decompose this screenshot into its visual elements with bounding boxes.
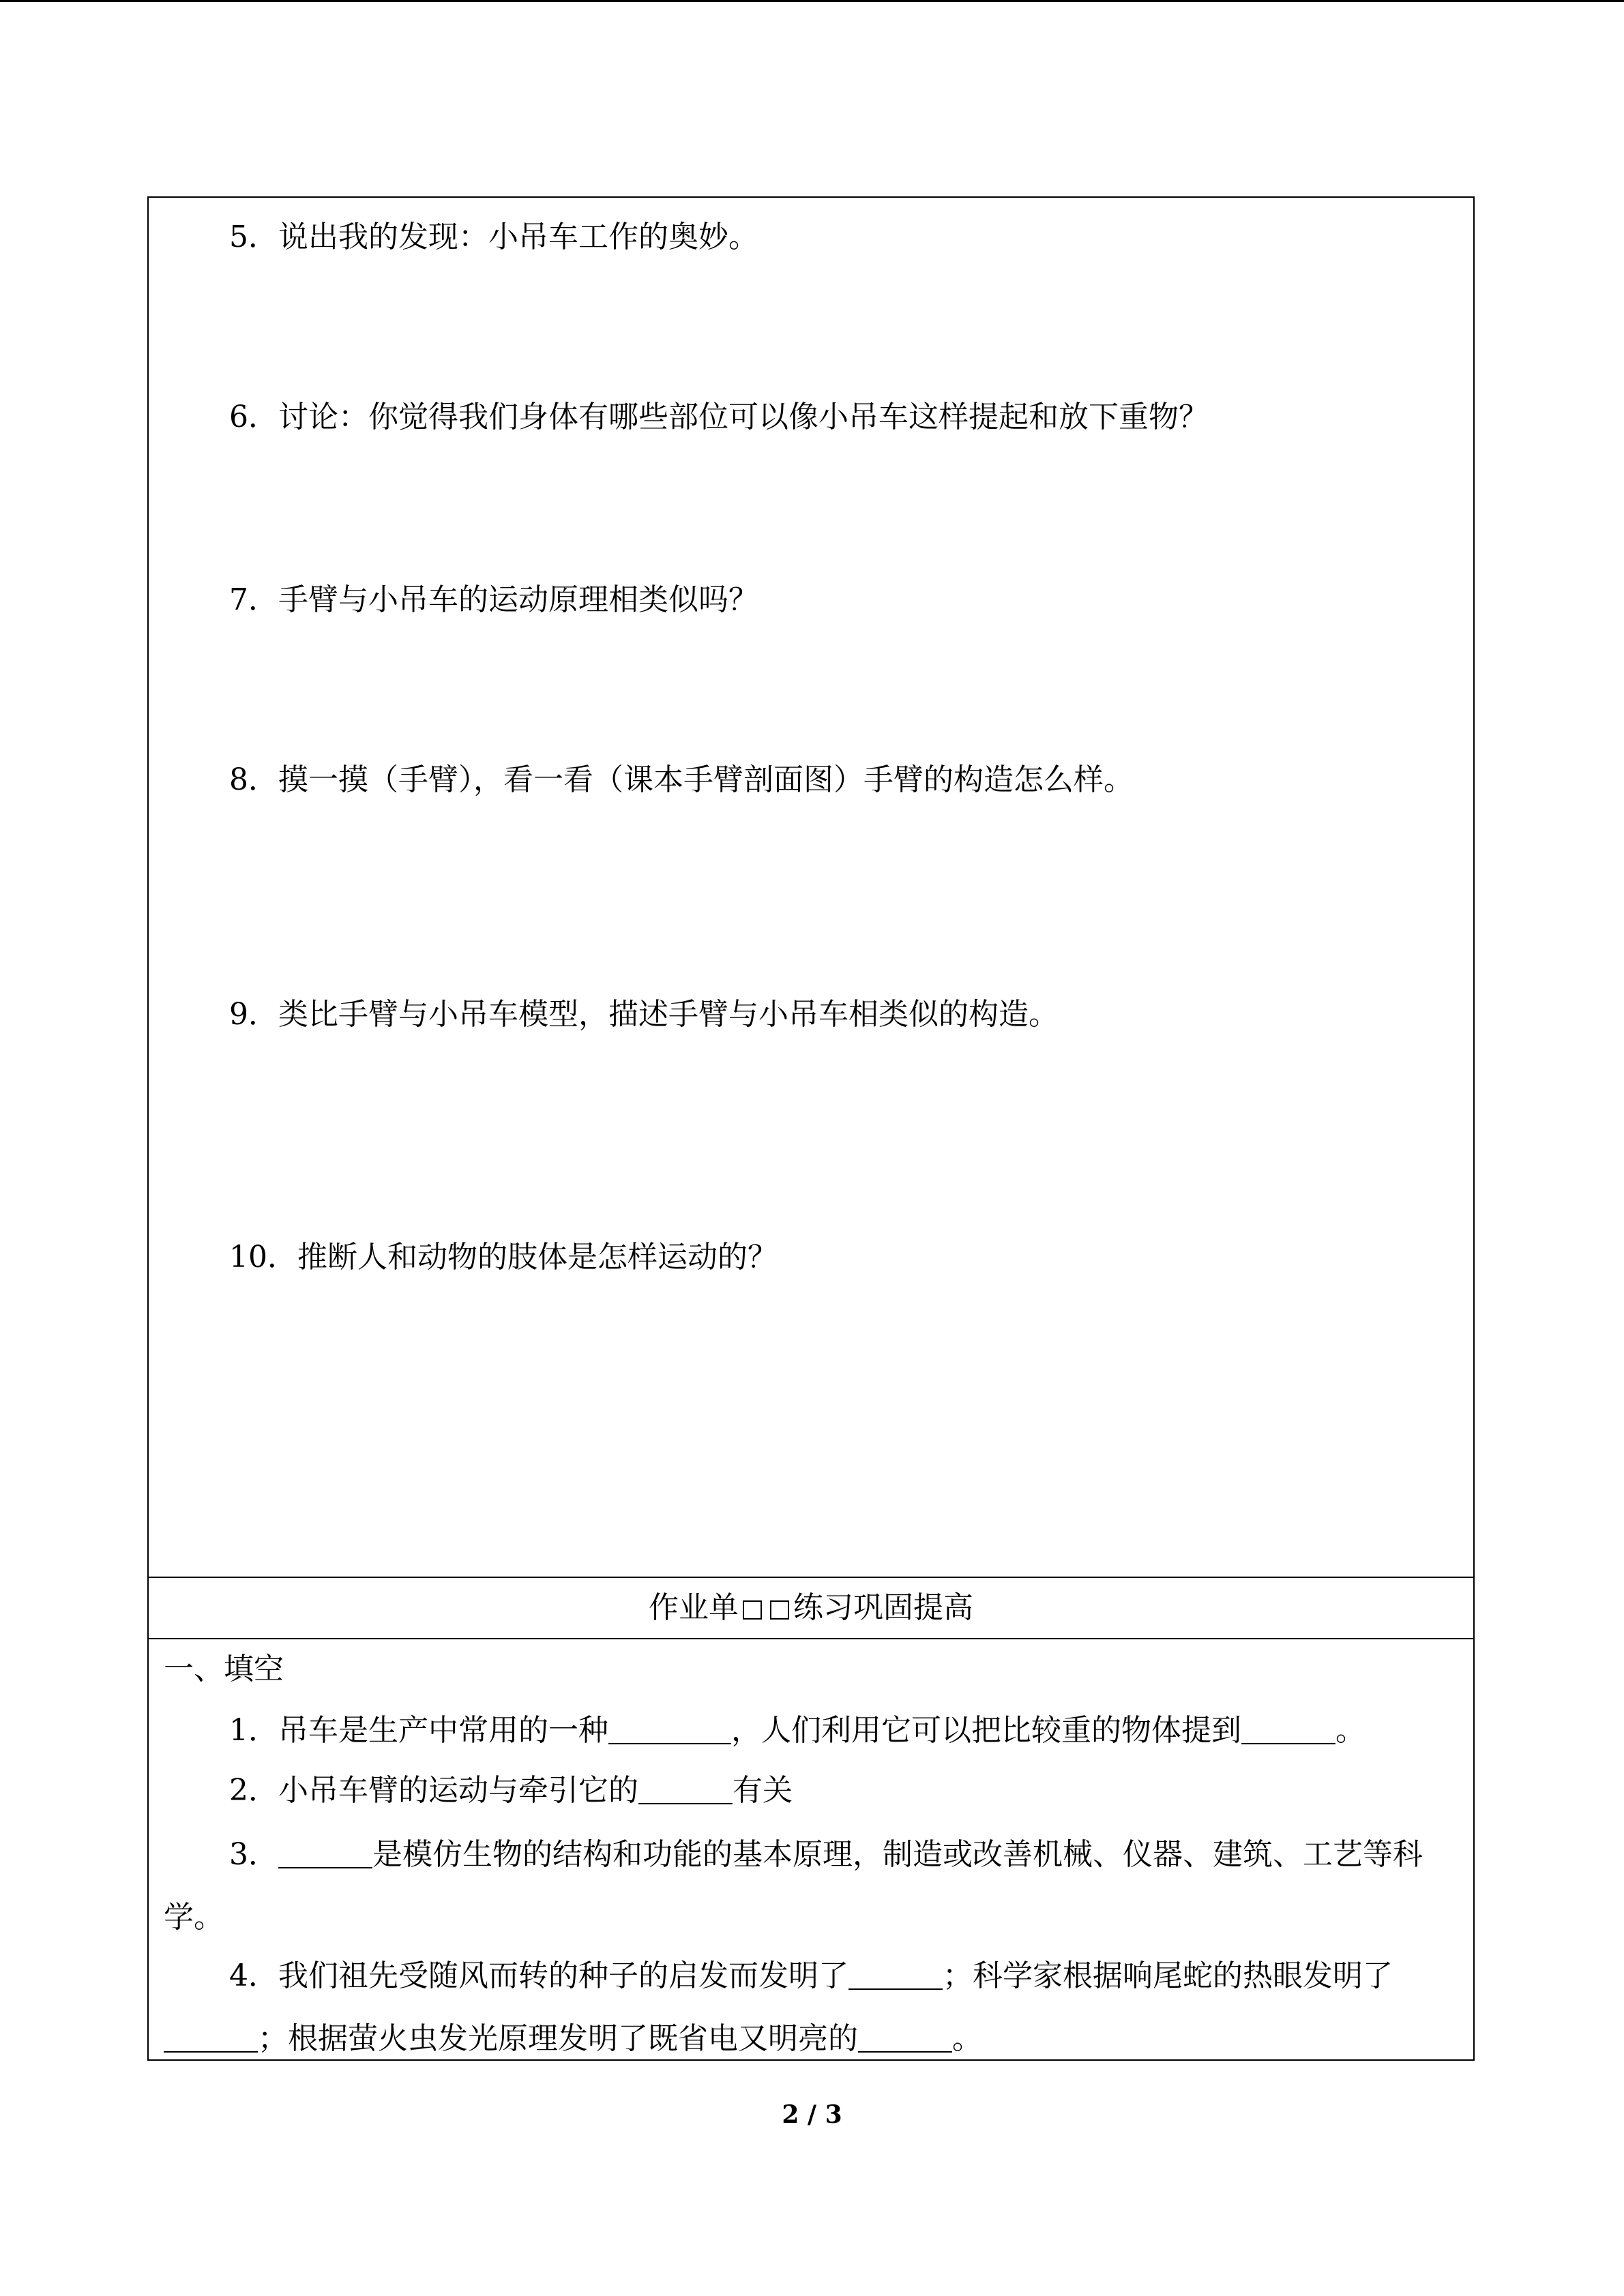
- answer-blank[interactable]: [848, 1958, 943, 1990]
- page-number: 2 / 3: [782, 2100, 842, 2129]
- answer-blank[interactable]: [164, 2021, 258, 2053]
- answer-blank[interactable]: [278, 1837, 372, 1868]
- box-icon: [770, 1600, 789, 1620]
- answer-blank[interactable]: [1241, 1713, 1335, 1744]
- section-heading: 一、填空: [164, 1652, 284, 1686]
- question-7: 7．手臂与小吊车的运动原理相类似吗？: [229, 582, 758, 617]
- question-9: 9．类比手臂与小吊车模型，描述手臂与小吊车相类似的构造。: [229, 997, 1059, 1032]
- worksheet-table: [147, 196, 1475, 2061]
- question-6: 6．讨论：你觉得我们身体有哪些部位可以像小吊车这样提起和放下重物？: [229, 400, 1209, 434]
- question-10: 10．推断人和动物的肢体是怎样运动的？: [229, 1240, 778, 1274]
- fill-item-2: 2．小吊车臂的运动与牵引它的 有关: [229, 1773, 793, 1808]
- box-icon: [743, 1600, 762, 1620]
- fill-item-1: 1．吊车是生产中常用的一种 ，人们利用它可以把比较重的物体提到 。: [229, 1713, 1365, 1748]
- worksheet-title: 作业单 练习巩固提高: [649, 1590, 973, 1625]
- top-rule: [0, 0, 1624, 2]
- answer-blank[interactable]: [858, 2021, 952, 2053]
- title-divider: [149, 1638, 1473, 1639]
- fill-item-4: 4．我们祖先受随风而转的种子的启发而发明了 ；科学家根据响尾蛇的热眼发明了；根据萤火虫发光原理发明了既省电又明亮的 。: [164, 1945, 1458, 2070]
- fill-item-3: 3． 是模仿生物的结构和功能的基本原理，制造或改善机械、仪器、建筑、工艺等科学。: [164, 1837, 1423, 1935]
- answer-blank[interactable]: [608, 1713, 731, 1744]
- question-8: 8．摸一摸（手臂），看一看（课本手臂剖面图）手臂的构造怎么样。: [229, 762, 1134, 797]
- answer-blank[interactable]: [638, 1773, 733, 1804]
- question-5: 5．说出我的发现：小吊车工作的奥妙。: [229, 220, 758, 254]
